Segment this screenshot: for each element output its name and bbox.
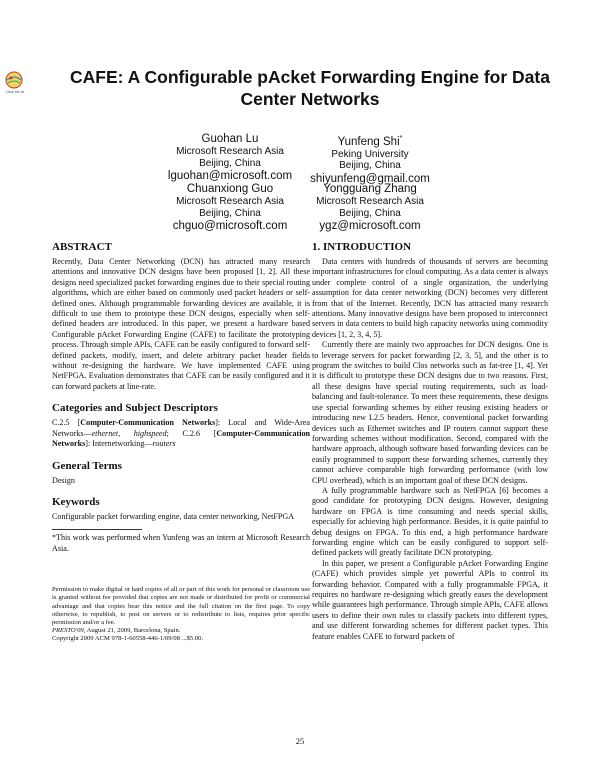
intro-paragraph: Data centers with hundreds of thousands of servers are becoming important infrastructures for cloud computing. As a data center is always under complete control of a single organization, the underlying assumption for data center networking (DCN) becomes very different from that of the Internet. Recently, DCN has attracted many research attentions. Many innovative designs have been proposed to interconnect servers in data centers to build high capacity networks using commodity devices [1, 2, 3, 4, 5]. (312, 257, 548, 339)
author-name: Chuanxiong Guo (186, 183, 274, 195)
page-number: 25 (295, 736, 305, 746)
author-affiliation: Microsoft Research Asia (176, 146, 284, 157)
abstract-heading: ABSTRACT (52, 241, 112, 253)
venue-line: PRESTO'09, August 21, 2009, Barcelona, Spain. (52, 627, 181, 635)
author-location: Beijing, China (199, 207, 261, 219)
keywords-heading: Keywords (52, 495, 100, 508)
author-email[interactable]: chguo@microsoft.com (172, 220, 288, 232)
author-name: Yongguang Zhang (323, 183, 417, 195)
author-name: Guohan Lu (201, 133, 259, 145)
acm-logo (3, 70, 25, 100)
keywords-text: Configurable packet forwarding engine, data center networking, NetFPGA (52, 511, 295, 521)
globe-logo-icon (3, 70, 25, 90)
abstract-text: Recently, Data Center Networking (DCN) has attracted many research attentions and innovative DCN designs have been proposed [1, 2]. All these designs need specialized packet forwarding engines due to their special routing algorithms, which are either based on commonly used packet headers or self-defined ones. Although programmable forwarding devices are available, it is difficult to use them to prototype these DCN designs, especially when self-defined headers are introduced. In this paper, we present a hardware based Configurable pAcket Forwarding Engine (CAFE) to facilitate the prototyping process. Through simple APIs, CAFE can be easily configured to forward self-defined packets, modify, insert, and delete arbitrary packet header fields without re-designing the hardware. We have implemented CAFE using NetFPGA. Evaluation demonstrates that CAFE can be easily configured and it can forward packets at line-rate. (52, 257, 310, 391)
general-terms-heading: General Terms (52, 459, 122, 472)
permission-notice: Permission to make digital or hard copies of all or part of this work for personal or classroom use is granted without fee provided that copies are not made or distributed for profit or commercial advantage and that copies bear this notice and the full citation on the first page. To copy otherwise, to republish, to post on servers or to redistribute to lists, requires prior specific permission and/or a fee. (52, 586, 310, 626)
footnote-text: *This work was performed when Yunfeng was an intern at Microsoft Research Asia. (52, 533, 310, 553)
general-terms-text: Design (52, 475, 75, 485)
author-affiliation: Microsoft Research Asia (316, 196, 424, 207)
footnote-rule (52, 529, 142, 530)
author-email[interactable]: shiyunfeng@gmail.com (310, 172, 430, 185)
author-block-2 (260, 132, 480, 186)
author-email[interactable]: lguohan@microsoft.com (167, 170, 293, 182)
intro-paragraph: A fully programmable hardware such as NetFPGA [6] becomes a good candidate for prototyping DCN designs. However, designing hardware on FPGA is time consuming and needs special skills, especially for achieving high performance. Besides, it is quite painful to debug designs on FPGA. To this end, a high performance hardware forwarding engine which can be easily configured to support self-defined packets will greatly facilitate DCN prototyping. (312, 485, 548, 558)
author-affiliation: Microsoft Research Asia (176, 196, 284, 207)
logo-caption: Clear the air (5, 90, 25, 94)
intro-paragraph: Currently there are mainly two approaches for DCN designs. One is to leverage servers for packet forwarding [2, 3, 5], and the other is to program the switches to build Clos networks such as fat-tree [1, 4]. Yet it is difficult to prototype these DCN designs due to two reasons. First, all these designs have special routing requirements, such as load-balancing and fault-tolerance. To meet these requirements, these designs use special forwarding schemes by either reusing existing headers or introducing new L2.5 headers. Hence, conventional packet forwarding devices such as Ethernet switches and IP routers cannot support these forwarding schemes without modification. Second, compared with the hardware approach, although software based forwarding devices can be easily programmed to support these forwarding schemes, currently they cannot achieve comparable high forwarding performance (with low CPU overhead), which is an important goal of these DCN designs. (312, 340, 548, 485)
intro-paragraph: In this paper, we present a Configurable pAcket Forwarding Engine (CAFE) which provides simple yet powerful APIs to control its forwarding behavior. Compared with a fully programmable FPGA, it requires no hardware re-designing which greatly eases the development while guarantees high performance. Through simple APIs, CAFE allows users to define their own rules to classify packets into different types, and use different forwarding schemes for different packet types. This feature enables CAFE to forward packets of (312, 558, 548, 641)
author-location: Beijing, China (339, 207, 401, 219)
right-column (312, 240, 548, 642)
author-footnote-mark: * (399, 135, 403, 142)
author-location: Beijing, China (339, 160, 401, 172)
author-affiliation: Peking University (331, 148, 409, 160)
author-block-4 (260, 182, 480, 233)
author-email[interactable]: ygz@microsoft.com (319, 220, 421, 232)
author-location: Beijing, China (199, 157, 261, 169)
copyright-line: Copyright 2009 ACM 978-1-60558-446-1/09/08 ...$5.00. (52, 635, 204, 643)
author-name: Yunfeng Shi* (337, 135, 403, 148)
categories-heading: Categories and Subject Descriptors (52, 402, 218, 415)
paper-title: CAFE: A Configurable pAcket Forwarding Engine for Data Center Networks (70, 67, 550, 109)
left-column (52, 240, 310, 644)
categories-text: C.2.5 [Computer-Communication Networks]: Local and Wide-Area Networks—ethernet, highspeed; C.2.6 [Computer-Communication Networks]: Internetworking—routers (52, 418, 310, 449)
introduction-heading: 1. INTRODUCTION (312, 241, 412, 253)
